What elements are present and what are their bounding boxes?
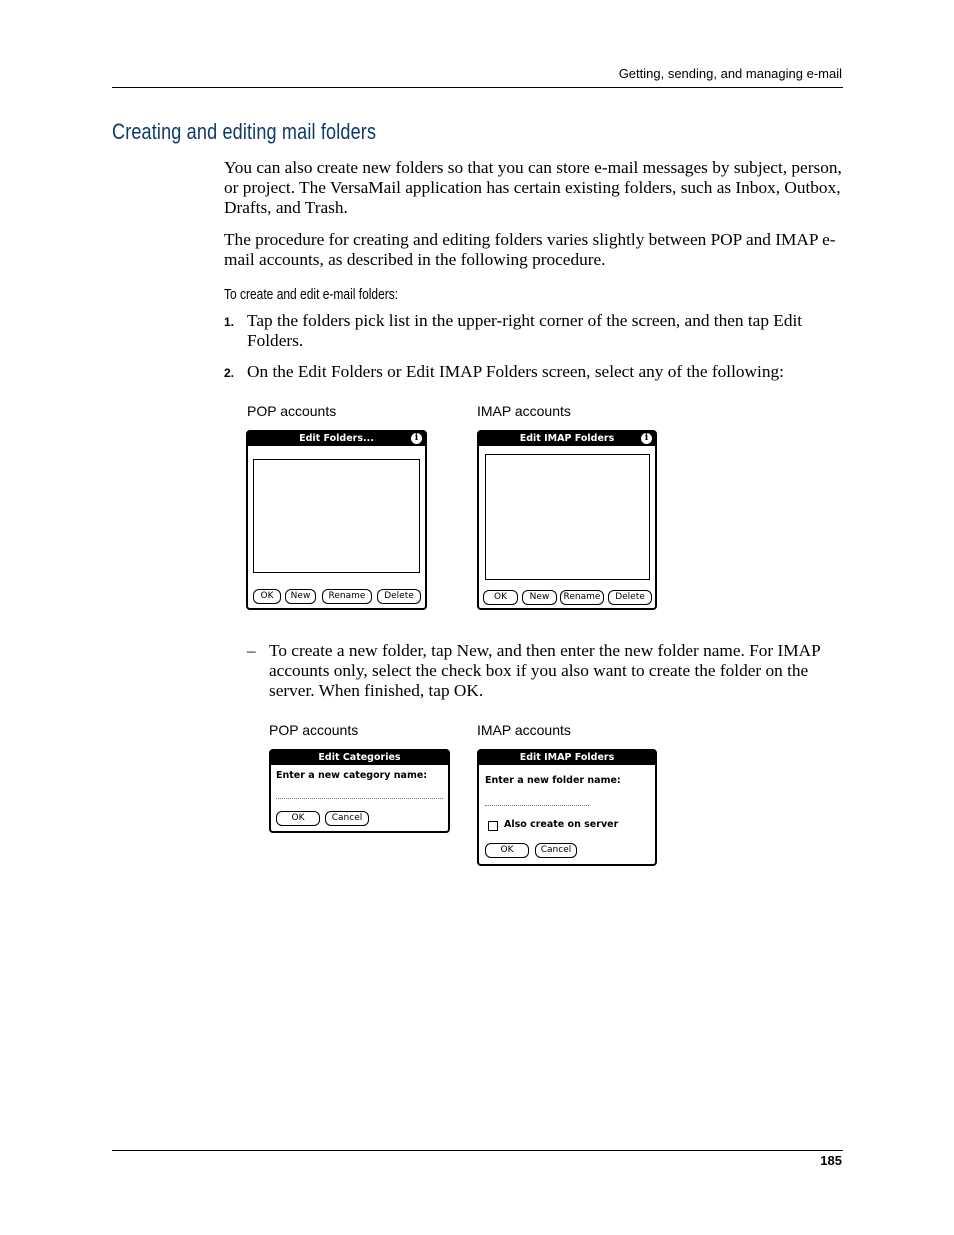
delete-button[interactable]: Delete: [377, 589, 421, 604]
step-text-1: Tap the folders pick list in the upper-right corner of the screen, and then tap Edit Folders.: [247, 311, 803, 350]
section-title: Creating and editing mail folders: [112, 119, 377, 144]
procedure-intro-paragraph: The procedure for creating and editing folders varies slightly between POP and IMAP e-mail accounts, as described in the following procedure.: [224, 230, 836, 269]
step-number-1: 1.: [224, 315, 235, 329]
new-button[interactable]: New: [285, 589, 316, 604]
imap-new-folder-dialog: [477, 749, 657, 866]
ok-button[interactable]: OK: [485, 843, 529, 858]
imap-edit-folders-screen: [477, 430, 657, 610]
step-number-2: 2.: [224, 366, 235, 380]
imap-new-folder-titlebar: Edit IMAP Folders: [479, 751, 655, 765]
pop-edit-categories-dialog: [269, 749, 450, 833]
info-icon[interactable]: i: [411, 433, 422, 444]
category-name-input[interactable]: [276, 798, 443, 799]
header-rule: [112, 87, 843, 88]
folder-name-prompt: Enter a new folder name:: [485, 775, 621, 786]
figure2-pop-caption: POP accounts: [269, 722, 359, 738]
bullet-text: To create a new folder, tap New, and then enter the new folder name. For IMAP accounts only, select the check box if you also want to create the folder on the server. When finished, tap OK.: [269, 641, 821, 700]
intro-paragraph: You can also create new folders so that you can store e-mail messages by subject, person, or project. The VersaMail application has certain existing folders, such as Inbox, Outbox, Drafts, and Trash.: [224, 158, 842, 217]
footer-rule: [112, 1150, 843, 1151]
imap-edit-folders-title: Edit IMAP Folders: [519, 433, 615, 444]
pop-folder-list[interactable]: [253, 459, 420, 573]
cancel-button[interactable]: Cancel: [535, 843, 577, 858]
rename-button[interactable]: Rename: [322, 589, 372, 604]
category-name-prompt: Enter a new category name:: [276, 770, 428, 781]
pop-edit-folders-screen: [246, 430, 427, 610]
imap-edit-folders-titlebar: [479, 432, 655, 446]
ok-button[interactable]: OK: [276, 811, 320, 826]
delete-button[interactable]: Delete: [608, 590, 652, 605]
create-on-server-label: Also create on server: [504, 819, 619, 830]
pop-edit-folders-title: Edit Folders...: [299, 433, 374, 444]
figure1-pop-caption: POP accounts: [247, 403, 337, 419]
pop-edit-categories-titlebar: Edit Categories: [271, 751, 448, 765]
figure1-imap-caption: IMAP accounts: [477, 403, 571, 419]
figure2-imap-caption: IMAP accounts: [477, 722, 571, 738]
info-icon[interactable]: i: [641, 433, 652, 444]
pop-edit-folders-titlebar: [248, 432, 425, 446]
imap-folder-list[interactable]: [485, 454, 650, 580]
bullet-dash: –: [247, 641, 256, 660]
rename-button[interactable]: Rename: [560, 590, 604, 605]
new-button[interactable]: New: [522, 590, 557, 605]
folder-name-input[interactable]: [485, 805, 589, 806]
create-on-server-checkbox[interactable]: [488, 821, 498, 831]
ok-button[interactable]: OK: [483, 590, 518, 605]
running-header: Getting, sending, and managing e-mail: [618, 66, 842, 81]
cancel-button[interactable]: Cancel: [325, 811, 369, 826]
ok-button[interactable]: OK: [253, 589, 281, 604]
procedure-heading: To create and edit e-mail folders:: [224, 286, 399, 303]
page-number: 185: [820, 1153, 842, 1168]
step-text-2: On the Edit Folders or Edit IMAP Folders screen, select any of the following:: [247, 362, 784, 381]
